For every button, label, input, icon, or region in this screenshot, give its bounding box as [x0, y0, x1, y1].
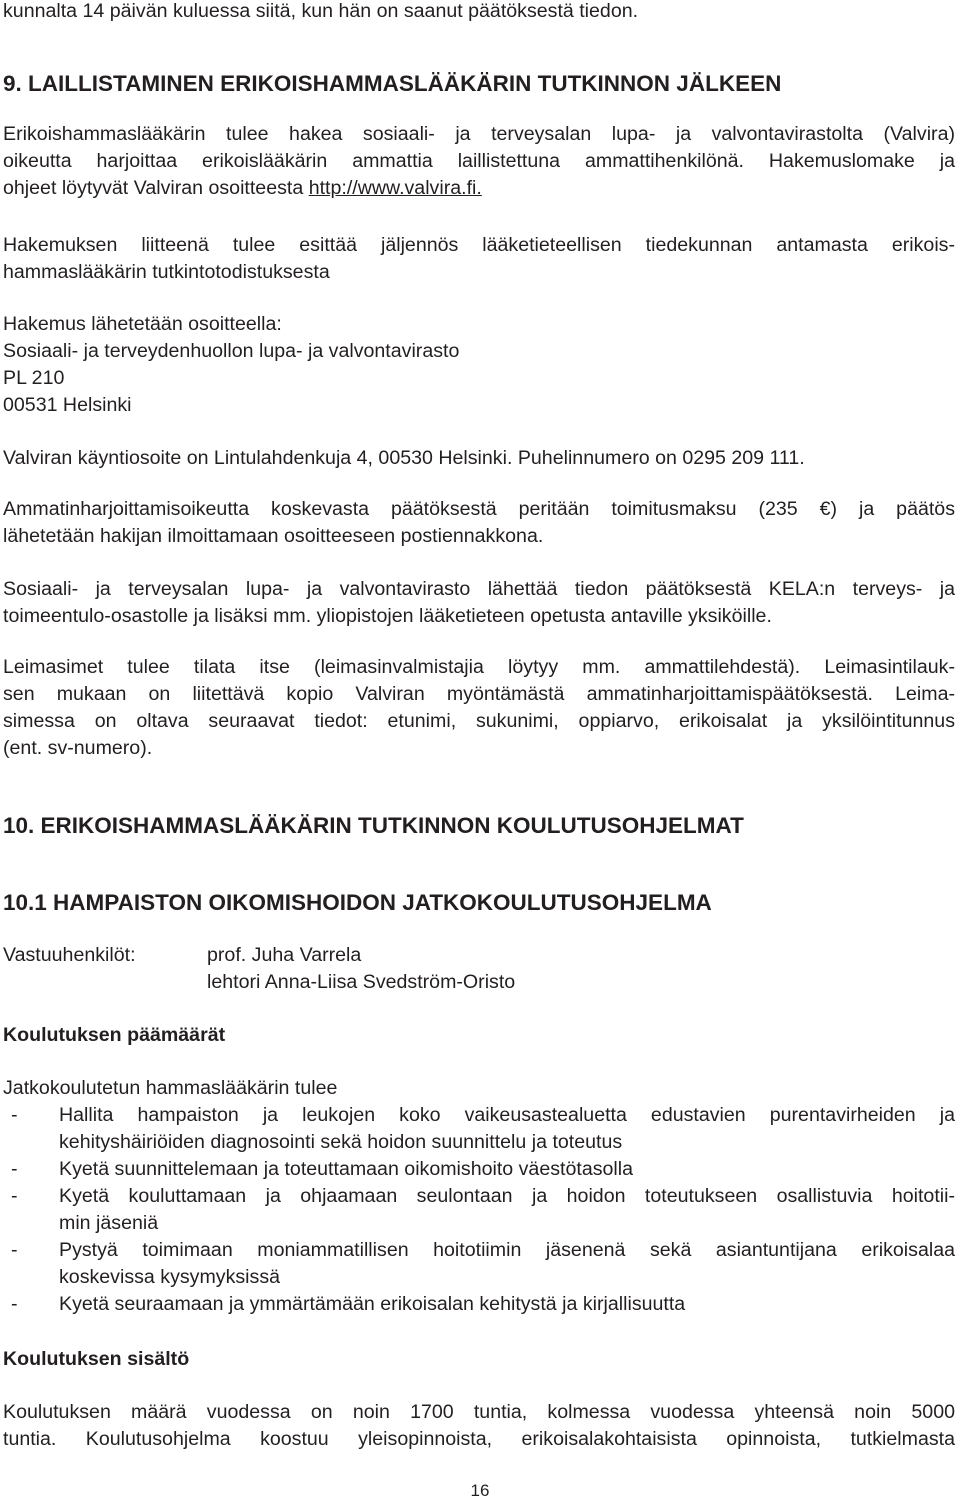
list-bullet-dash: -	[11, 1158, 18, 1180]
valvira-address-text: ohjeet löytyvät Valviran osoitteesta	[3, 177, 309, 199]
visit-address-paragraph: Valviran käyntiosoite on Lintulahdenkuja 4, 00530 Helsinki. Puhelinnumero on 0295 209 111.	[3, 447, 805, 469]
goals-intro: Jatkokoulutetun hammaslääkärin tulee	[3, 1077, 338, 1099]
fee-paragraph-line: lähetetään hakijan ilmoittamaan osoitteeseen postiennakkona.	[3, 525, 544, 547]
stamps-paragraph-line: simessa on oltava seuraavat tiedot: etunimi, sukunimi, oppiarvo, erikoisalat ja yksilöintitunnus	[3, 710, 955, 732]
attachment-paragraph-line: hammaslääkärin tutkintotodistuksesta	[3, 261, 330, 283]
attachment-paragraph-line: Hakemuksen liitteenä tulee esittää jäljennös lääketieteellisen tiedekunnan antamasta erikois-	[3, 234, 955, 256]
list-item-continuation: kehityshäiriöiden diagnosointi sekä hoidon suunnittelu ja toteutus	[59, 1131, 623, 1153]
section-10-heading: 10. ERIKOISHAMMASLÄÄKÄRIN TUTKINNON KOULUTUSOHJELMAT	[3, 813, 744, 838]
stamps-paragraph-line: sen mukaan on liitettävä kopio Valviran myöntämästä ammatinharjoittamispäätöksestä. Leima-	[3, 683, 955, 705]
address-line: Sosiaali- ja terveydenhuollon lupa- ja valvontavirasto	[3, 340, 460, 362]
content-heading: Koulutuksen sisältö	[3, 1348, 190, 1370]
section-9-heading: 9. LAILLISTAMINEN ERIKOISHAMMASLÄÄKÄRIN TUTKINNON JÄLKEEN	[3, 71, 782, 96]
content-paragraph-line: Koulutuksen määrä vuodessa on noin 1700 tuntia, kolmessa vuodessa yhteensä noin 5000	[3, 1401, 955, 1423]
section-9-paragraph-line: Erikoishammaslääkärin tulee hakea sosiaali- ja terveysalan lupa- ja valvontavirastolta (Valvira)	[3, 123, 955, 145]
responsible-person-2: lehtori Anna-Liisa Svedström-Oristo	[207, 971, 516, 993]
goals-heading: Koulutuksen päämäärät	[3, 1024, 226, 1046]
fee-paragraph-line: Ammatinharjoittamisoikeutta koskevasta päätöksestä peritään toimitusmaksu (235 €) ja päätös	[3, 498, 955, 520]
section-10-1-heading: 10.1 HAMPAISTON OIKOMISHOIDON JATKOKOULUTUSOHJELMA	[3, 890, 712, 915]
responsible-person-1: prof. Juha Varrela	[207, 944, 362, 966]
list-item-continuation: koskevissa kysymyksissä	[59, 1266, 281, 1288]
section-9-paragraph-line	[3, 175, 955, 202]
list-bullet-dash: -	[11, 1104, 18, 1126]
stamps-paragraph-line: Leimasimet tulee tilata itse (leimasinvalmistajia löytyy mm. ammattilehdestä). Leimasintilauk-	[3, 656, 955, 678]
address-line: PL 210	[3, 367, 65, 389]
list-item-continuation: min jäseniä	[59, 1212, 159, 1234]
list-item: Hallita hampaiston ja leukojen koko vaikeusastealuetta edustavien purentavirheiden ja	[59, 1104, 955, 1126]
kela-paragraph-line: Sosiaali- ja terveysalan lupa- ja valvontavirasto lähettää tiedon päätöksestä KELA:n terveys- ja	[3, 578, 955, 600]
section-9-paragraph-line: oikeutta harjoittaa erikoislääkärin ammattia laillistettuna ammattihenkilönä. Hakemuslomake ja	[3, 150, 955, 172]
list-bullet-dash: -	[11, 1293, 18, 1315]
stamps-paragraph-line: (ent. sv-numero).	[3, 737, 153, 759]
top-continuation-line: kunnalta 14 päivän kuluessa siitä, kun hän on saanut päätöksestä tiedon.	[3, 0, 639, 22]
address-line: 00531 Helsinki	[3, 394, 132, 416]
valvira-link[interactable]: http://www.valvira.fi.	[308, 177, 482, 199]
list-item: Kyetä seuraamaan ja ymmärtämään erikoisalan kehitystä ja kirjallisuutta	[59, 1293, 686, 1315]
list-bullet-dash: -	[11, 1239, 18, 1261]
list-item: Kyetä suunnittelemaan ja toteuttamaan oikomishoito väestötasolla	[59, 1158, 634, 1180]
list-bullet-dash: -	[11, 1185, 18, 1207]
address-intro: Hakemus lähetetään osoitteella:	[3, 313, 282, 335]
responsible-persons-label: Vastuuhenkilöt:	[3, 944, 136, 966]
list-item: Kyetä kouluttamaan ja ohjaamaan seulontaan ja hoidon toteutukseen osallistuvia hoitotii-	[59, 1185, 955, 1207]
page-number: 16	[470, 1481, 490, 1500]
content-paragraph-line: tuntia. Koulutusohjelma koostuu yleisopinnoista, erikoisalakohtaisista opinnoista, tutkielmasta	[3, 1428, 955, 1450]
kela-paragraph-line: toimeentulo-osastolle ja lisäksi mm. yliopistojen lääketieteen opetusta antaville yksiköille.	[3, 605, 772, 627]
list-item: Pystyä toimimaan moniammatillisen hoitotiimin jäsenenä sekä asiantuntijana erikoisalaa	[59, 1239, 955, 1261]
